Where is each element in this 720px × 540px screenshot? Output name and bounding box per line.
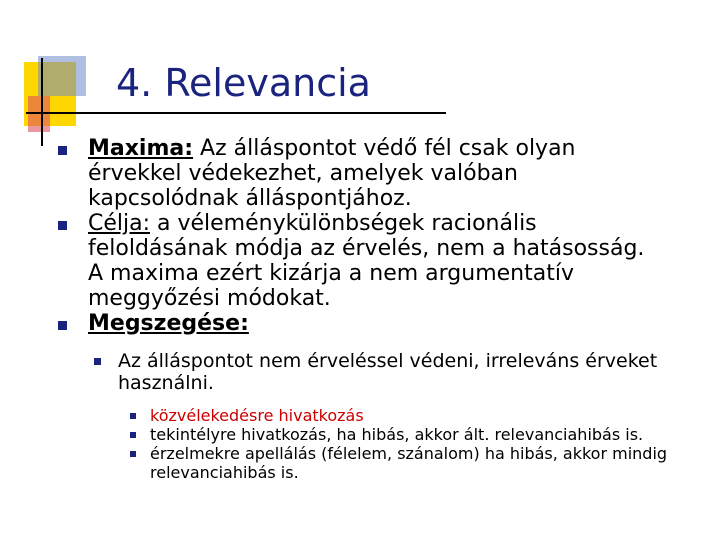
bullet-megszegese [0,311,648,336]
decor-horizontal-line [26,112,446,114]
bullet-celja [0,211,648,311]
sub-sub-bullet-text: közvélekedésre hivatkozás [150,406,364,425]
decor-vertical-line [41,58,43,146]
sub-bullet-text: Az álláspontot nem érveléssel védeni, irreleváns érveket használni. [118,350,658,394]
slide-content [0,136,720,482]
bullet-maxima [0,136,648,211]
square-bullet-icon [58,321,67,330]
decor-red-square [28,96,50,132]
sub-bullet [0,350,678,394]
slide-title: 4. Relevancia [116,61,371,105]
sub-sub-bullet-kozvelekedes [0,406,710,425]
bullet-maxima-text: Az álláspontot védő fél csak olyan érvekkel védekezhet, amelyek valóban kapcsolódnak álláspontjához. [88,136,576,211]
term-megszegese: Megszegése: [88,311,249,336]
square-bullet-icon [58,221,67,230]
square-bullet-icon [130,451,136,457]
decor-blue-square [38,56,86,96]
term-maxima: Maxima: [88,136,194,161]
sub-sub-bullet-text: tekintélyre hivatkozás, ha hibás, akkor ált. relevanciahibás is. [150,425,644,444]
sub-sub-bullet-text: érzelmekre apellálás (félelem, szánalom) ha hibás, akkor mindig relevanciahibás is. [150,444,668,482]
square-bullet-icon [94,358,101,365]
bullet-celja-text: a véleménykülönbségek racionális feloldásának módja az érvelés, nem a hatásosság. A maxima ezért kizárja a nem argumentatív meggyőzési módokat. [88,211,645,311]
square-bullet-icon [58,146,67,155]
sub-sub-bullet-erzelmek [0,444,710,482]
sub-sub-bullet-tekintely [0,425,710,444]
square-bullet-icon [130,432,136,438]
square-bullet-icon [130,413,136,419]
term-celja: Célja: [88,211,151,236]
